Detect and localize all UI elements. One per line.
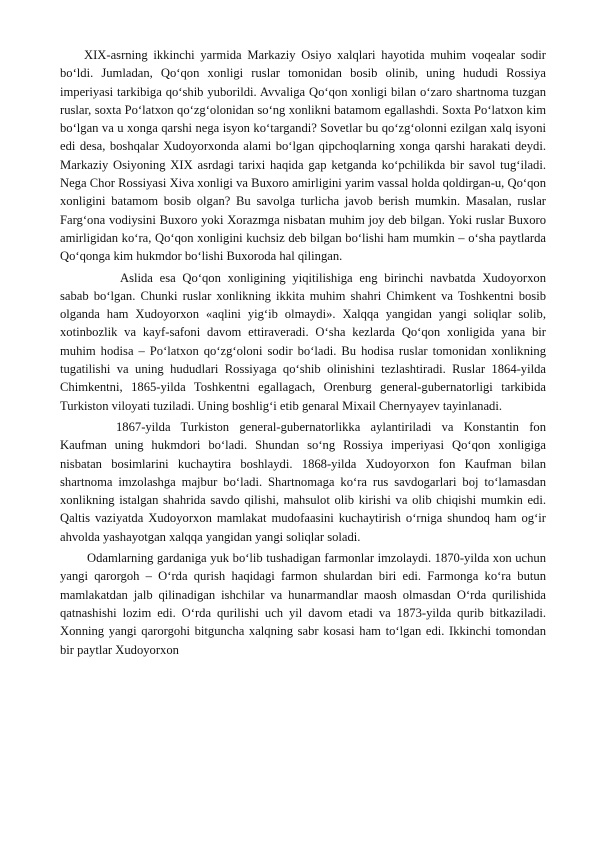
- document-page: [60, 46, 546, 659]
- paragraph-1: XIX-asrning ikkinchi yarmida Markaziy Osiyo xalqlari hayotida muhim voqealar sodir bo‘ldi. Jumladan, Qo‘qon xonligi ruslar tomonidan bosib olinib, uning hududi Rossiya imperiyasi tarkibiga qo‘shib yuborildi. Avvaliga Qo‘qon xonligi bilan o‘zaro shartnoma tuzgan ruslar, soxta Po‘latxon qo‘zg‘olonidan so‘ng xonlikni batamom egallashdi. Soxta Po‘latxon kim bo‘lgan va u xonga qarshi nega isyon ko‘targandi? Sovetlar bu qo‘zg‘olonni ezilgan xalq isyoni edi desa, boshqalar Xudoyorxonda alami bo‘lgan qipchoqlarning xonga qarshi harakati deydi. Markaziy Osiyoning XIX asrdagi tarixi haqida gap ketganda ko‘pchilikda bir savol tug‘iladi. Nega Chor Rossiyasi Xiva xonligi va Buxoro amirligini yarim vassal holda qoldirgan-u, Qo‘qon xonligini batamom bosib olgan? Bu savolga turlicha javob berish mumkin. Masalan, ruslar Farg‘ona vodiysini Buxoro yoki Xorazmga nisbatan muhim joy deb bilgan. Yoki ruslar Buxoro amirligidan ko‘ra, Qo‘qon xonligini kuchsiz deb bilgan bo‘lishi ham mumkin – o‘sha paytlarda Qo‘qonga kim hukmdor bo‘lishi Buxoroda hal qilingan.: [60, 48, 546, 264]
- paragraph-4: Odamlarning gardaniga yuk bo‘lib tushadigan farmonlar imzolaydi. 1870-yilda xon uchun yangi qarorgoh – O‘rda qurish haqidagi farmon shulardan biri edi. Farmonga ko‘ra butun mamlakatdan jalb qilinadigan ishchilar va hunarmandlar maosh olmasdan O‘rda qurilishida qatnashishi lozim edi. O‘rda qurilishi uch yil davom etadi va 1873-yilda qurib bitkaziladi. Xonning yangi qarorgohi bitguncha xalqning sabr kosasi ham to‘lgan edi. Ikkinchi tomondan bir paytlar Xudoyorxon: [60, 551, 546, 657]
- paragraph-3: 1867-yilda Turkiston general-gubernatorlikka aylantiriladi va Konstantin fon Kaufman uning hukmdori bo‘ladi. Shundan so‘ng Rossiya imperiyasi Qo‘qon xonligiga nisbatan bosimlarini kuchaytira boshlaydi. 1868-yilda Xudoyorxon fon Kaufman bilan shartnoma imzolashga majbur bo‘ladi. Shartnomaga ko‘ra rus savdogarlari boj to‘lamasdan xonlikning istalgan shahrida savdo qilishi, mahsulot olib kirishi va olib chiqishi mumkin edi. Qaltis vaziyatda Xudoyorxon mamlakat mudofaasini kuchaytirish o‘rniga shundoq ham og‘ir ahvolda yashayotgan xalqqa yangidan yangi soliqlar soladi.: [60, 419, 546, 544]
- paragraph-2: Aslida esa Qo‘qon xonligining yiqitilishiga eng birinchi navbatda Xudoyorxon sabab bo‘lgan. Chunki ruslar xonlikning ikkita muhim shahri Chimkent va Toshkentni bosib olganda ham Xudoyorxon «aqlini yig‘ib olmaydi». Xalqqa yangidan yangi soliqlar solib, xotinbozlik va kayf-safoni davom ettiraveradi. O‘sha kezlarda Qo‘qon xonligida yana bir muhim hodisa – Po‘latxon qo‘zg‘oloni sodir bo‘ladi. Bu hodisa ruslar tomonidan xonlikning tugatilishi va uning hududlari Rossiyaga qo‘shib olinishini tezlashtiradi. Ruslar 1864-yilda Chimkentni, 1865-yilda Toshkentni egallagach, Orenburg general-gubernatorligi tarkibida Turkiston viloyati tuziladi. Uning boshlig‘i etib genaral Mixail Chernyayev tayinlanadi.: [60, 270, 546, 413]
